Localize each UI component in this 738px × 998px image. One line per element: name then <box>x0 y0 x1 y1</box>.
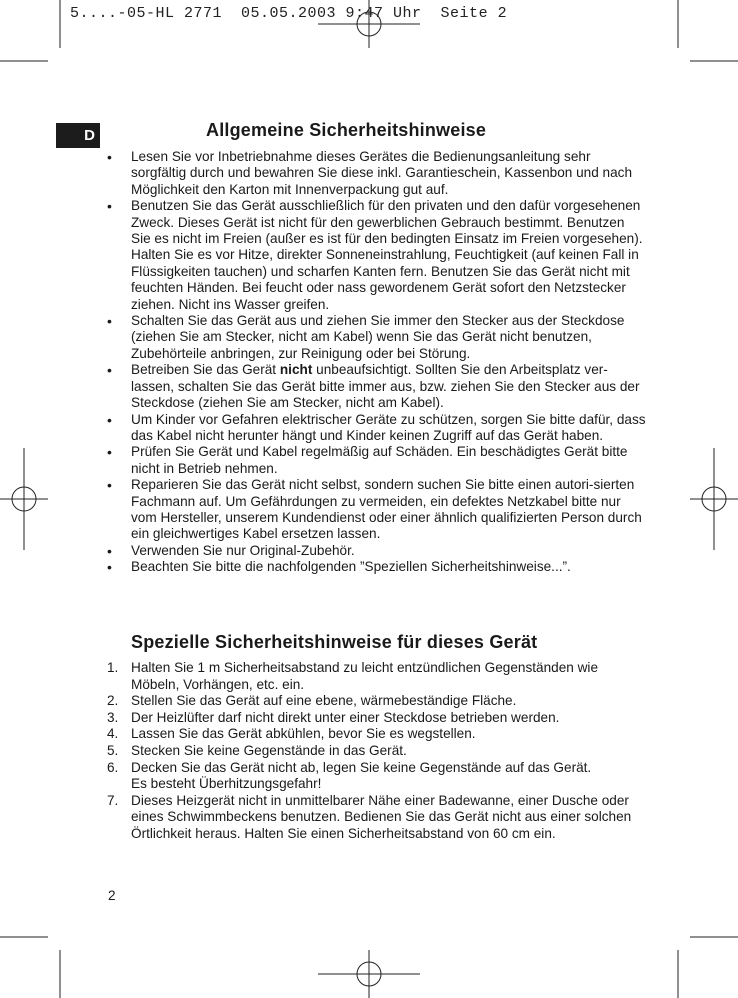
list-number: 6. <box>107 759 119 775</box>
list-item <box>107 710 647 727</box>
emphasis-nicht: nicht <box>279 362 313 378</box>
list-number: 3. <box>107 709 119 725</box>
list-item-text: Betreiben Sie das Gerät <box>131 362 280 378</box>
list-item: • Verwenden Sie nur Original-Zubehör. <box>107 543 647 559</box>
section-title-general-safety: Allgemeine Sicherheitshinweise <box>206 120 487 140</box>
list-item <box>107 693 647 710</box>
list-item <box>107 793 647 843</box>
list-number: 4. <box>107 726 119 742</box>
list-item-text: Stecken Sie keine Gegenstände in das Gerät. <box>131 742 407 758</box>
list-item-text: Dieses Heizgerät nicht in unmittelbarer Nähe einer Badewanne, einer Dusche oder eines Schwimmbeckens benutzen. Bedienen Sie das Gerät nicht aus einer solchen Örtlichkeit heraus. Halten Sie einen Sicherheitsabstand von 60 cm ein. <box>131 792 632 841</box>
list-item-text: Lassen Sie das Gerät abkühlen, bevor Sie es wegstellen. <box>131 726 476 742</box>
list-item-text: Der Heizlüfter darf nicht direkt unter einer Steckdose betrieben werden. <box>131 709 560 725</box>
list-item-text: Decken Sie das Gerät nicht ab, legen Sie keine Gegenstände auf das Gerät. <box>131 759 592 775</box>
list-item <box>107 362 647 411</box>
list-number: 1. <box>107 660 119 675</box>
list-item-text: Stellen Sie das Gerät auf eine ebene, wärmebeständige Fläche. <box>131 693 517 709</box>
list-item: • Benutzen Sie das Gerät ausschließlich für den privaten und den dafür vorgesehenen Zweck. Dieses Gerät ist nicht für den gewerblichen Gebrauch bestimmt. Benutzen Sie es nicht im Freien (außer es ist für den bedingten Einsatz im Freien vorgesehen). Halten Sie es vor Hitze, direkter Sonneneinstrahlung, Feuchtigkeit (auf keinen Fall in Flüssigkeiten tauchen) und scharfen Kanten fern. Benutzen Sie das Gerät nicht mit feuchten Händen. Bei feucht oder nass gewordenem Gerät sofort den Netzstecker ziehen. Nicht ins Wasser greifen. <box>107 198 647 313</box>
list-item <box>107 743 647 760</box>
list-item-text: Es besteht Überhitzungsgefahr! <box>131 776 322 792</box>
list-item <box>107 760 647 793</box>
list-item <box>107 660 647 693</box>
list-item: • Beachten Sie bitte die nachfolgenden ”Speziellen Sicherheitshinweise...”. <box>107 559 647 575</box>
list-item: • Um Kinder vor Gefahren elektrischer Geräte zu schützen, sorgen Sie bitte dafür, dass das Kabel nicht herunter hängt und Kinder keinen Zugriff auf das Gerät haben. <box>107 412 647 445</box>
list-item: • Lesen Sie vor Inbetriebnahme dieses Gerätes die Bedienungsanleitung sehr sorgfältig durch und bewahren Sie diese inkl. Garantieschein, Kassenbon und nach Möglichkeit den Karton mit Innenverpackung gut auf. <box>107 149 647 198</box>
general-safety-list <box>107 149 647 576</box>
page-number: 2 <box>108 888 116 903</box>
list-item-text: Halten Sie 1 m Sicherheitsabstand zu leicht entzündlichen Gegenständen wie Möbeln, Vorhängen, etc. ein. <box>131 660 599 692</box>
list-item: • Reparieren Sie das Gerät nicht selbst, sondern suchen Sie bitte einen autori-sierten Fachmann auf. Um Gefährdungen zu vermeiden, ein defektes Netzkabel bitte nur vom Hersteller, unserem Kundendienst oder einer ähnlich qualifizierten Person durch ein gleichwertiges Kabel ersetzen lassen. <box>107 477 647 543</box>
list-number: 5. <box>107 742 119 758</box>
language-tab: D <box>56 123 100 148</box>
section-title-device-safety: Spezielle Sicherheitshinweise für dieses Gerät <box>131 632 538 652</box>
list-item-text: unbeaufsichtigt. Sollten Sie den Arbeitsplatz ver-lassen, schalten Sie das Gerät bitte immer aus, bzw. ziehen Sie den Stecker aus der Steckdose (ziehen Sie am Stecker, nicht am Kabel). <box>131 362 640 411</box>
list-item: • Prüfen Sie Gerät und Kabel regelmäßig auf Schäden. Ein beschädigtes Gerät bitte nicht in Betrieb nehmen. <box>107 444 647 477</box>
print-header: 5....-05-HL 2771 05.05.2003 9:47 Uhr Seite 2 <box>70 5 508 22</box>
list-item: • Schalten Sie das Gerät aus und ziehen Sie immer den Stecker aus der Steckdose (ziehen Sie am Stecker, nicht am Kabel) wenn Sie das Gerät nicht benutzen, Zubehörteile anbringen, zur Reinigung oder bei Störung. <box>107 313 647 362</box>
list-number: 7. <box>107 792 119 808</box>
list-item <box>107 726 647 743</box>
list-number: 2. <box>107 693 119 709</box>
device-safety-list <box>107 660 647 843</box>
